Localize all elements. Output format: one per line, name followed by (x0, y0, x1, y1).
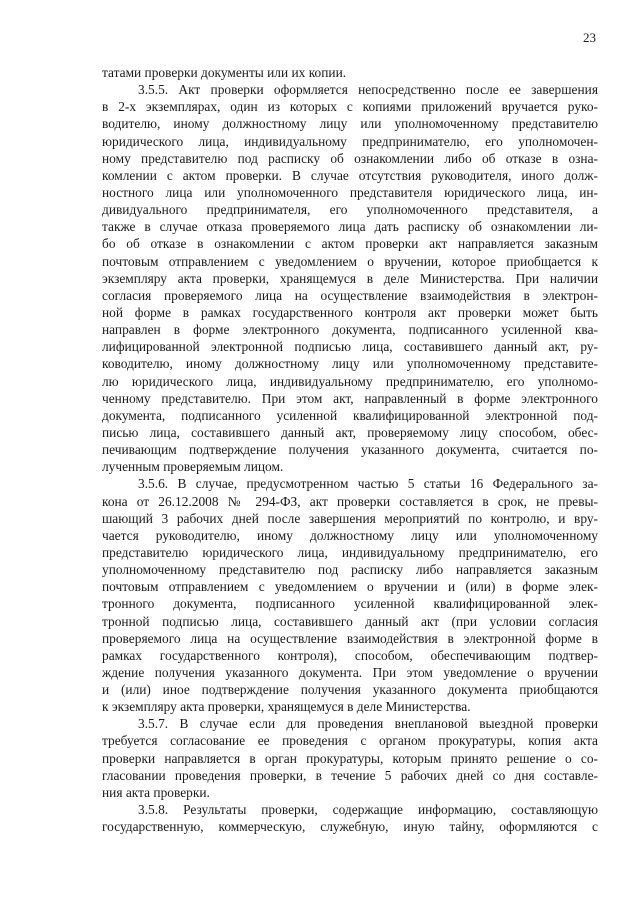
text-line: юридического лица, индивидуальному предпринимателю, его уполномочен- (102, 133, 598, 149)
text-line: ченному представителю. При этом акт, направленный в форме электронного (102, 390, 598, 406)
text-line: кона от 26.12.2008 № 294-ФЗ, акт проверки составляется в срок, не превы- (102, 493, 598, 509)
text-line: дивидуального предпринимателя, его уполномоченного представителя, а (102, 202, 598, 218)
text-line: татами проверки документы или их копии. (102, 65, 347, 80)
text-line: требуется согласование ее проведения с органом прокуратуры, копия акта (102, 733, 598, 749)
text-line: рамках государственного контроля), способом, обеспечивающим подтвер- (102, 647, 598, 663)
text-line: комлении с актом проверки. В случае отсутствия руководителя, иного долж- (102, 167, 598, 183)
text-line: почтовым отправлением с уведомлением о вручении и (или) в форме элек- (102, 579, 598, 595)
text-line: шающий 3 рабочих дней после завершения мероприятий по контролю, и вру- (102, 510, 598, 526)
text-line: проверяемого лица на осуществление взаимодействия в электронной форме в (102, 630, 598, 646)
text-line: документа, подписанного усиленной квалифицированной электронной под- (102, 407, 598, 423)
text-line: в 2-х экземплярах, один из которых с копиями приложений вручается руко- (102, 99, 598, 115)
text-line: ному представителю под расписку об ознакомлении либо об отказе в озна- (102, 150, 598, 166)
text-line: 3.5.8. Результаты проверки, содержащие информацию, составляющую (138, 802, 598, 818)
text-line: согласия проверяемого лица на осуществление взаимодействия в электрон- (102, 287, 598, 303)
text-line: к экземпляру акта проверки, хранящемуся в деле Министерства. (102, 699, 471, 715)
text-line: почтовым отправлением с уведомлением о вручении, которое приобщается к (102, 253, 598, 269)
text-line: и (или) иное подтверждение получения указанного документа приобщаются (102, 682, 598, 698)
text-line: бо об отказе в ознакомлении с актом проверки акт направляется заказным (102, 236, 598, 252)
text-line: ной форме в рамках государственного контроля акт проверки может быть (102, 304, 598, 320)
text-line: писью лица, составившего данный акт, проверяемому лицу способом, обес- (102, 424, 598, 440)
text-line: 3.5.5. Акт проверки оформляется непосредственно после ее завершения (138, 82, 598, 98)
document-body (102, 64, 598, 835)
text-line: чается руководителю, иному должностному лицу или уполномоченному (102, 527, 598, 543)
text-line: направлен в форме электронного документа, подписанного усиленной ква- (102, 322, 598, 338)
text-line: 3.5.7. В случае если для проведения внеплановой выездной проверки (138, 716, 598, 732)
text-line: ждение получения указанного документа. При этом уведомление о вручении (102, 664, 598, 680)
text-line: гласовании проведения проверки, в течение 5 рабочих дней со дня составле- (102, 767, 598, 783)
text-line: ния акта проверки. (102, 784, 210, 800)
text-line: ностного лица или уполномоченного представителя юридического лица, ин- (102, 184, 598, 200)
text-line: государственную, коммерческую, служебную, иную тайну, оформляются с (102, 819, 598, 835)
text-line: проверки направляется в орган прокуратуры, которым принято решение о со- (102, 750, 598, 766)
page-number: 23 (583, 30, 596, 45)
text-line: представителю юридического лица, индивидуальному предпринимателю, его (102, 544, 598, 560)
text-line: лю юридического лица, индивидуальному предпринимателю, его уполномо- (102, 373, 598, 389)
text-line: водителю, иному должностному лицу или уполномоченному представителю (102, 116, 598, 132)
text-line: печивающим подтверждение получения указанного документа, считается по- (102, 442, 598, 458)
text-line: уполномоченному представителю под расписку либо направляется заказным (102, 562, 598, 578)
text-line: лифицированной электронной подписью лица, составившего данный акт, ру- (102, 339, 598, 355)
text-line: экземпляру акта проверки, хранящемуся в деле Министерства. При наличии (102, 270, 598, 286)
text-line: также в случае отказа проверяемого лица дать расписку об ознакомлении ли- (102, 219, 598, 235)
text-line: тронного документа, подписанного усиленной квалифицированной элек- (102, 596, 598, 612)
text-line: тронной подписью лица, составившего данный акт (при условии согласия (102, 613, 598, 629)
text-line: 3.5.6. В случае, предусмотренном частью 5 статьи 16 Федерального за- (138, 476, 598, 492)
text-line: ководителю, иному должностному лицу или уполномоченному представите- (102, 356, 598, 372)
text-line: лученным проверяемым лицом. (102, 459, 284, 475)
